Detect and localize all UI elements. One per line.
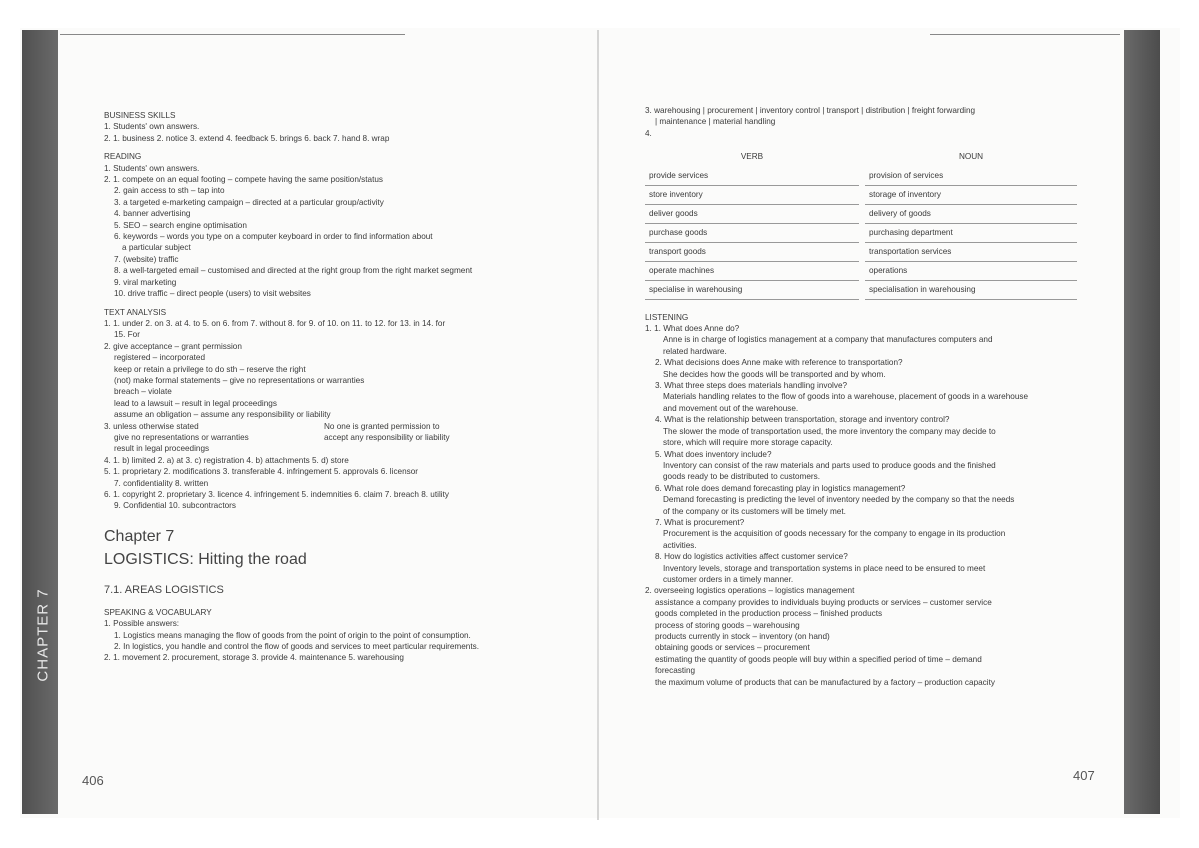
- verb-cell: deliver goods: [645, 204, 859, 223]
- page-number-right: 407: [1073, 768, 1095, 783]
- text-line: 6. 1. copyright 2. proprietary 3. licence 4. infringement 5. indemnities 6. claim 7. breach 8. utility: [104, 490, 449, 499]
- noun-cell: delivery of goods: [865, 204, 1077, 223]
- text-line: assistance a company provides to individuals buying products or services – customer service: [655, 597, 992, 607]
- right-page: [645, 105, 1085, 688]
- chapter-side-tab: [30, 560, 56, 710]
- text-line: 3. a targeted e-marketing campaign – directed at a particular group/activity: [114, 197, 384, 207]
- noun-cell: operations: [865, 261, 1077, 280]
- question: 7. What is procurement?: [655, 517, 745, 527]
- answer: customer orders in a timely manner.: [663, 574, 794, 584]
- text-line: 1. Students' own answers.: [104, 163, 200, 173]
- pair-row: [104, 421, 534, 432]
- text-line: 2. In logistics, you handle and control the flow of goods and services to meet particular requirements.: [114, 642, 479, 652]
- chapter-subtitle: LOGISTICS: Hitting the road: [104, 550, 307, 568]
- table-row: [645, 204, 1077, 223]
- text-line: 1. 1. under 2. on 3. at 4. to 5. on 6. from 7. without 8. for 9. of 10. on 11. to 12. for 13. in 14. for: [104, 318, 446, 328]
- table-row: [645, 167, 1077, 186]
- answer: goods ready to be distributed to customers.: [663, 472, 821, 482]
- pair-left: give no representations or warranties: [114, 432, 249, 442]
- answer: Anne is in charge of logistics management at a company that manufactures computers and: [663, 335, 993, 345]
- table-row: [645, 242, 1077, 261]
- table-header-noun: NOUN: [958, 152, 984, 162]
- text-line: 1. Students' own answers.: [104, 122, 200, 132]
- text-line: 5. SEO – search engine optimisation: [114, 220, 247, 230]
- noun-cell: transportation services: [865, 242, 1077, 261]
- pair-row: [104, 432, 534, 443]
- noun-cell: storage of inventory: [865, 185, 1077, 204]
- verb-cell: specialise in warehousing: [645, 280, 859, 299]
- pair-right: accept any responsibility or liability: [324, 432, 450, 442]
- question: 1. 1. What does Anne do?: [645, 324, 740, 334]
- answer: She decides how the goods will be transported and by whom.: [663, 369, 886, 379]
- text-line: 4. banner advertising: [114, 209, 191, 219]
- text-line: 6. keywords – words you type on a computer keyboard in order to find information about: [114, 232, 433, 242]
- page-number-left: 406: [82, 773, 104, 788]
- text-line: 2. give acceptance – grant permission: [104, 341, 242, 351]
- text-line: breach – violate: [114, 387, 172, 397]
- question: 2. What decisions does Anne make with reference to transportation?: [655, 358, 903, 368]
- text-line: 10. drive traffic – direct people (users) to visit websites: [114, 289, 311, 299]
- answer: Inventory can consist of the raw materials and parts used to produce goods and the finished: [663, 460, 996, 470]
- table-row: [645, 261, 1077, 280]
- text-line: 9. Confidential 10. subcontractors: [114, 501, 236, 511]
- text-line: estimating the quantity of goods people will buy within a specified period of time – demand: [655, 654, 982, 664]
- answer: related hardware.: [663, 346, 727, 356]
- answer: Demand forecasting is predicting the level of inventory needed by the company so that the needs: [663, 495, 1015, 505]
- answer: and movement out of the warehouse.: [663, 403, 799, 413]
- text-line: 3. warehousing | procurement | inventory control | transport | distribution | freight forwarding: [645, 106, 976, 115]
- pair-left: 3. unless otherwise stated: [104, 421, 199, 431]
- text-line: (not) make formal statements – give no representations or warranties: [114, 375, 365, 385]
- verb-cell: store inventory: [645, 185, 859, 204]
- text-line: lead to a lawsuit – result in legal proceedings: [114, 398, 277, 408]
- text-line: forecasting: [655, 666, 696, 676]
- section-title: 7.1. AREAS LOGISTICS: [104, 583, 224, 596]
- section-heading: READING: [104, 152, 142, 162]
- top-rule-right: [930, 34, 1120, 35]
- question: 4. What is the relationship between transportation, storage and inventory control?: [655, 415, 950, 425]
- left-page: [104, 110, 534, 664]
- text-line: 9. viral marketing: [114, 277, 177, 287]
- answer: store, which will require more storage capacity.: [663, 438, 833, 448]
- noun-cell: purchasing department: [865, 223, 1077, 242]
- text-line: 2. 1. business 2. notice 3. extend 4. feedback 5. brings 6. back 7. hand 8. wrap: [104, 133, 390, 143]
- right-edge-tab: [1124, 30, 1160, 814]
- text-line: a particular subject: [122, 243, 191, 253]
- answer: activities.: [663, 540, 697, 550]
- noun-cell: provision of services: [865, 167, 1077, 186]
- text-line: 4.: [645, 128, 652, 138]
- pair-right: No one is granted permission to: [324, 421, 440, 431]
- section-heading: SPEAKING & VOCABULARY: [104, 607, 212, 617]
- text-line: keep or retain a privilege to do sth – reserve the right: [114, 364, 306, 374]
- answer: Inventory levels, storage and transportation systems in place need to be ensured to meet: [663, 563, 986, 573]
- text-line: 1. Possible answers:: [104, 619, 180, 629]
- text-line: 2. overseeing logistics operations – logistics management: [645, 586, 855, 596]
- table-header-verb: VERB: [740, 152, 764, 162]
- table-row: [645, 185, 1077, 204]
- text-line: the maximum volume of products that can be manufactured by a factory – production capacity: [655, 677, 995, 687]
- pair-row: [104, 443, 534, 454]
- text-line: 1. Logistics means managing the flow of goods from the point of origin to the point of consumption.: [114, 630, 471, 640]
- chapter-title: Chapter 7: [104, 527, 175, 545]
- book-gutter: [597, 30, 599, 820]
- text-line: assume an obligation – assume any responsibility or liability: [114, 410, 331, 420]
- section-heading: LISTENING: [645, 312, 689, 322]
- text-line: process of storing goods – warehousing: [655, 620, 800, 630]
- chapter-tab-label: CHAPTER 7: [34, 588, 52, 682]
- text-line: 7. confidentiality 8. written: [114, 478, 209, 488]
- text-line: 5. 1. proprietary 2. modifications 3. transferable 4. infringement 5. approvals 6. licensor: [104, 467, 419, 477]
- text-line: registered – incorporated: [114, 353, 206, 363]
- text-line: | maintenance | material handling: [655, 117, 776, 127]
- verb-cell: transport goods: [645, 242, 859, 261]
- question: 5. What does inventory include?: [655, 449, 772, 459]
- text-line: 2. 1. movement 2. procurement, storage 3. provide 4. maintenance 5. warehousing: [104, 653, 404, 663]
- verb-cell: operate machines: [645, 261, 859, 280]
- text-line: 4. 1. b) limited 2. a) at 3. c) registration 4. b) attachments 5. d) store: [104, 455, 349, 465]
- table-row: [645, 280, 1077, 299]
- pair-left: result in legal proceedings: [114, 444, 210, 454]
- table-row: [645, 223, 1077, 242]
- text-line: 7. (website) traffic: [114, 254, 179, 264]
- top-rule-left: [60, 34, 405, 35]
- question: 8. How do logistics activities affect customer service?: [655, 552, 848, 562]
- verb-cell: provide services: [645, 167, 859, 186]
- noun-cell: specialisation in warehousing: [865, 280, 1077, 299]
- text-line: 2. gain access to sth – tap into: [114, 186, 225, 196]
- text-line: obtaining goods or services – procurement: [655, 643, 810, 653]
- answer: Materials handling relates to the flow of goods into a warehouse, placement of goods in a warehouse: [663, 392, 1029, 402]
- answer: of the company or its customers will be timely met.: [663, 506, 846, 516]
- verb-noun-table: [645, 151, 1077, 299]
- answer: Procurement is the acquisition of goods necessary for the company to engage in its production: [663, 529, 1006, 539]
- answer: The slower the mode of transportation used, the more inventory the company may decide to: [663, 426, 996, 436]
- question: 6. What role does demand forecasting play in logistics management?: [655, 483, 906, 493]
- text-line: 2. 1. compete on an equal footing – compete having the same position/status: [104, 175, 384, 185]
- section-heading: BUSINESS SKILLS: [104, 111, 176, 120]
- text-line: 15. For: [114, 330, 140, 340]
- verb-cell: purchase goods: [645, 223, 859, 242]
- text-line: 8. a well-targeted email – customised and directed at the right group from the right market segment: [114, 266, 473, 276]
- question: 3. What three steps does materials handling involve?: [655, 381, 848, 391]
- text-line: products currently in stock – inventory (on hand): [655, 632, 830, 641]
- text-line: goods completed in the production process – finished products: [655, 609, 883, 619]
- section-heading: TEXT ANALYSIS: [104, 307, 167, 317]
